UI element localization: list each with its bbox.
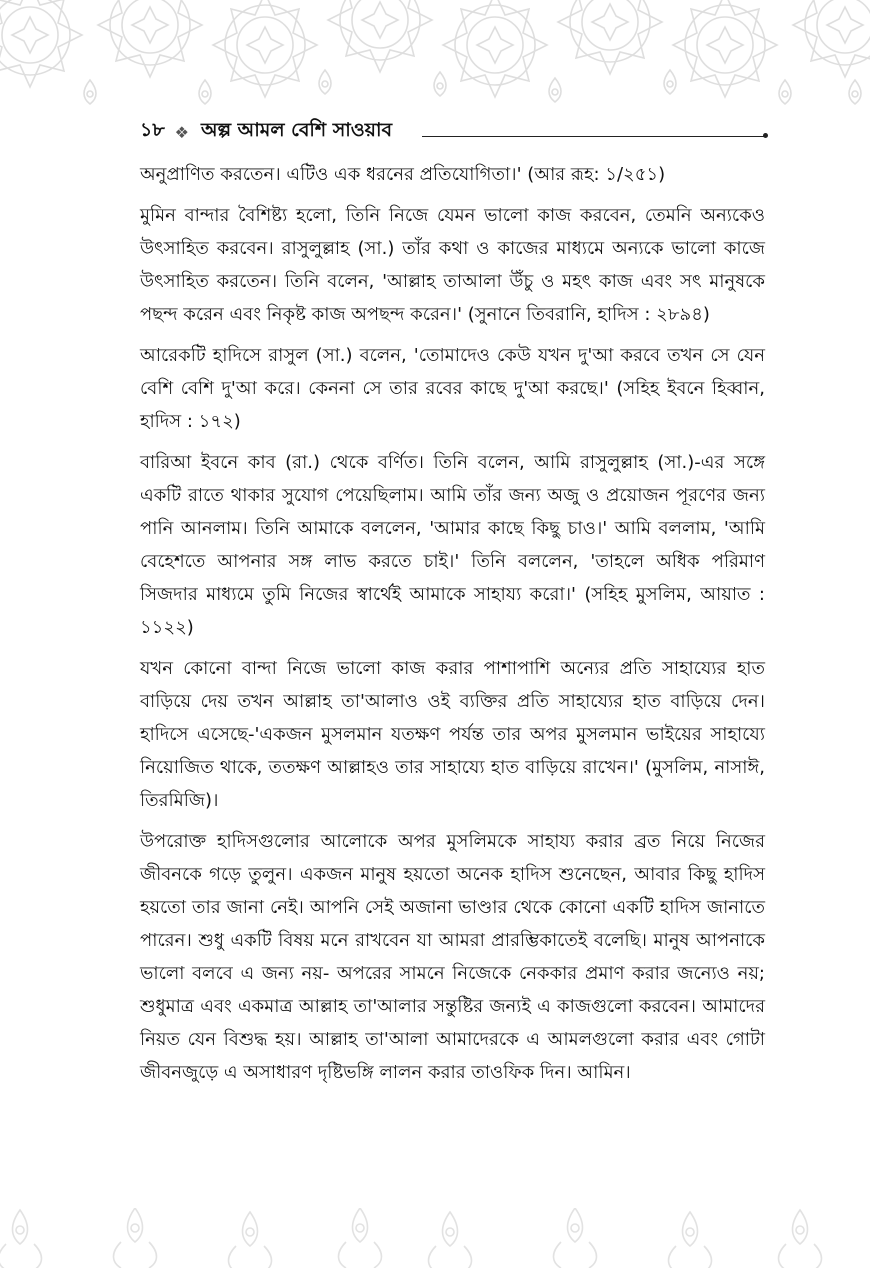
paragraph-2: মুমিন বান্দার বৈশিষ্ট্য হলো, তিনি নিজে যেমন ভালো কাজ করবেন, তেমনি অন্যকেও উৎসাহিত করবেন। রাসুলুল্লাহ (সা.) তাঁর কথা ও কাজের মাধ্যমে অন্যকে ভালো কাজে উৎসাহিত করতেন। তিনি বলেন, 'আল্লাহ তাআলা উঁচু ও মহৎ কাজ এবং সৎ মানুষকে পছন্দ করেন এবং নিকৃষ্ট কাজ অপছন্দ করেন।' (সুনানে তিবরানি, হাদিস : ২৮৯৪) — [140, 205, 765, 325]
paragraph-1: অনুপ্রাণিত করতেন। এটিও এক ধরনের প্রতিযোগিতা।' (আর রূহ: ১/২৫১) — [140, 164, 666, 185]
paragraph-3: আরেকটি হাদিসে রাসুল (সা.) বলেন, 'তোমাদেও কেউ যখন দু'আ করবে তখন সে যেন বেশি বেশি দু'আ করে। কেননা সে তার রবের কাছে দু'আ করছে।' (সহিহ ইবনে হিব্বান, হাদিস : ১৭২) — [140, 345, 765, 432]
running-head-title: অল্প আমল বেশি সাওয়াব — [201, 119, 393, 141]
decorative-pattern-bottom — [0, 1208, 870, 1268]
page-number: ১৮ — [140, 119, 165, 141]
diamond-separator-icon: ❖ — [174, 122, 190, 142]
body-text — [140, 158, 765, 1097]
paragraph-6: উপরোক্ত হাদিসগুলোর আলোকে অপর মুসলিমকে সাহায্য করার ব্রত নিয়ে নিজের জীবনকে গড়ে তুলুন। একজন মানুষ হয়তো অনেক হাদিস শুনেছেন, আবার কিছু হাদিস হয়তো তার জানা নেই। আপনি সেই অজানা ভাণ্ডার থেকে কোনো একটি হাদিস জানাতে পারেন। শুধু একটি বিষয় মনে রাখবেন যা আমরা প্রারম্ভিকাতেই বলেছি। মানুষ আপনাকে ভালো বলবে এ জন্য নয়- অপরের সামনে নিজেকে নেককার প্রমাণ করার জন্যেও নয়; শুধুমাত্র এবং একমাত্র আল্লাহ তা'আলার সন্তুষ্টির জন্যই এ কাজগুলো করবেন। আমাদের নিয়ত যেন বিশুদ্ধ হয়। আল্লাহ তা'আলা আমাদেরকে এ আমলগুলো করার এবং গোটা জীবনজুড়ে এ অসাধারণ দৃষ্টিভঙ্গি লালন করার তাওফিক দিন। আমিন। — [140, 831, 765, 1083]
running-head — [140, 118, 765, 146]
paragraph-4: বারিআ ইবনে কাব (রা.) থেকে বর্ণিত। তিনি বলেন, আমি রাসুলুল্লাহ (সা.)-এর সঙ্গে একটি রাতে থাকার সুযোগ পেয়েছিলাম। আমি তাঁর জন্য অজু ও প্রয়োজন পূরণের জন্য পানি আনলাম। তিনি আমাকে বললেন, 'আমার কাছে কিছু চাও।' আমি বললাম, 'আমি বেহেশতে আপনার সঙ্গ লাভ করতে চাই।' তিনি বললেন, 'তাহলে অধিক পরিমাণ সিজদার মাধ্যমে তুমি নিজের স্বার্থেই আমাকে সাহায্য করো।' (সহিহ মুসলিম, আয়াত : ১১২২) — [140, 452, 765, 638]
header-rule — [422, 136, 765, 137]
paragraph-5: যখন কোনো বান্দা নিজে ভালো কাজ করার পাশাপাশি অন্যের প্রতি সাহায্যের হাত বাড়িয়ে দেয় তখন আল্লাহ তা'আলাও ওই ব্যক্তির প্রতি সাহায্যের হাত বাড়িয়ে দেন। হাদিসে এসেছে-'একজন মুসলমান যতক্ষণ পর্যন্ত তার অপর মুসলমান ভাইয়ের সাহায্যে নিয়োজিত থাকে, ততক্ষণ আল্লাহও তার সাহায্যে হাত বাড়িয়ে রাখেন।' (মুসলিম, নাসাঈ, তিরমিজি)। — [140, 658, 765, 811]
decorative-pattern-top — [0, 0, 870, 120]
